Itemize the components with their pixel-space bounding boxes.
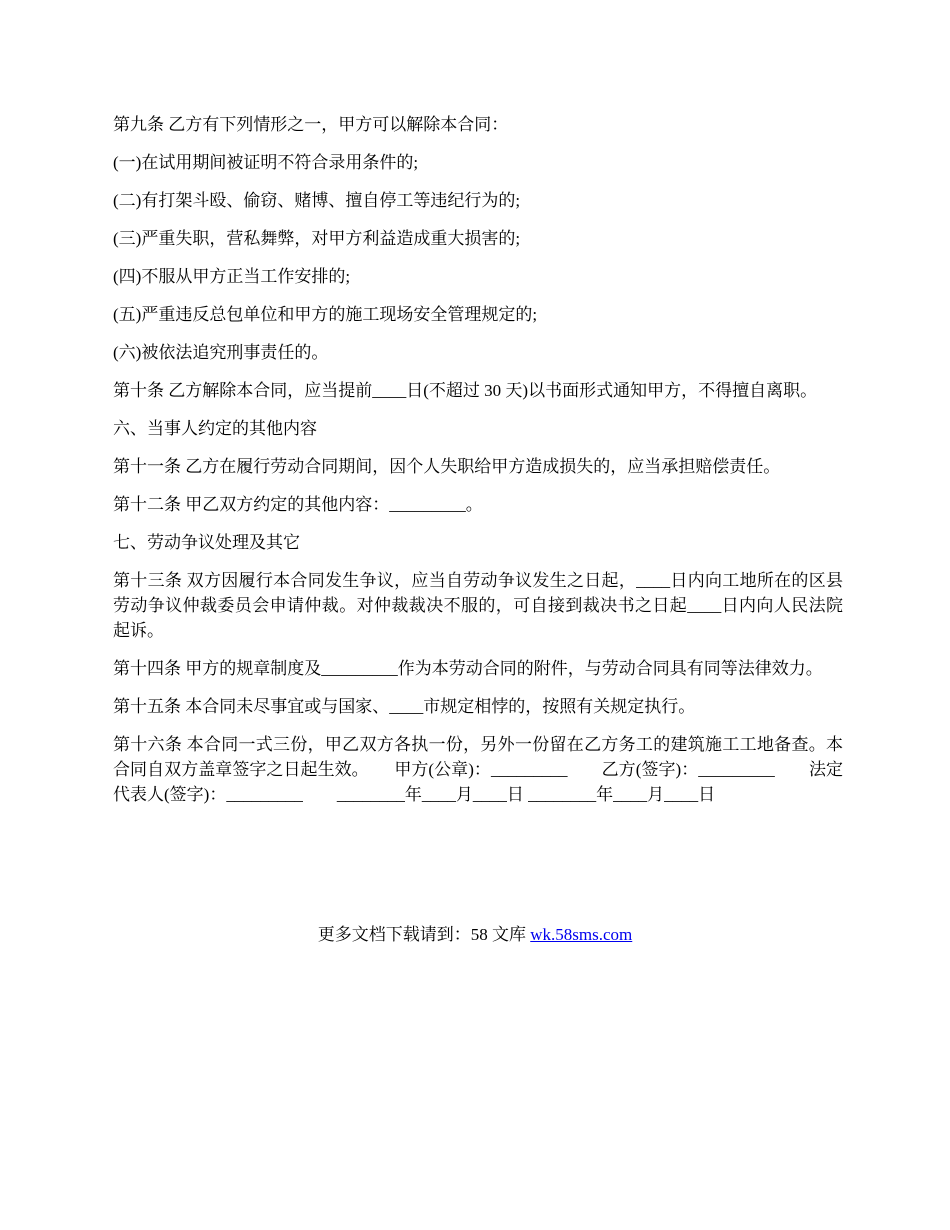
clause-9-item-2: (二)有打架斗殴、偷窃、赌博、擅自停工等违纪行为的; [113, 191, 521, 210]
clause-9-item-5: (五)严重违反总包单位和甲方的施工现场安全管理规定的; [113, 305, 538, 324]
clause-9-item-3: (三)严重失职，营私舞弊，对甲方利益造成重大损害的; [113, 229, 521, 248]
clause-9-item-4: (四)不服从甲方正当工作安排的; [113, 267, 351, 286]
footer-link[interactable]: wk.58sms.com [530, 925, 633, 944]
clause-12: 第十二条 甲乙双方约定的其他内容：_________。 [113, 495, 483, 514]
clause-13: 第十三条 双方因履行本合同发生争议，应当自劳动争议发生之日起，____日内向工地所在的区县劳动争议仲裁委员会申请仲裁。对仲裁裁决不服的，可自接到裁决书之日起____日内向人民法院起诉。 [113, 571, 843, 640]
clause-9-item-6: (六)被依法追究刑事责任的。 [113, 343, 329, 362]
clause-9-item-1: (一)在试用期间被证明不符合录用条件的; [113, 153, 419, 172]
footer-text: 更多文档下载请到：58 文库 [317, 925, 531, 944]
document-body [113, 112, 843, 820]
footer [0, 922, 950, 947]
clause-10: 第十条 乙方解除本合同，应当提前____日(不超过 30 天)以书面形式通知甲方，不得擅自离职。 [113, 381, 818, 400]
section-7-heading: 七、劳动争议处理及其它 [113, 533, 300, 552]
clause-9: 第九条 乙方有下列情形之一，甲方可以解除本合同： [113, 115, 509, 134]
clause-11: 第十一条 乙方在履行劳动合同期间，因个人失职给甲方造成损失的，应当承担赔偿责任。 [113, 457, 781, 476]
clause-16-signatures: 第十六条 本合同一式三份，甲乙双方各执一份，另外一份留在乙方务工的建筑施工工地备查。本合同自双方盖章签字之日起生效。 甲方(公章)：_________ 乙方(签字)：_________ 法定代表人(签字)：_________ ________年____月____日 ________年____月____日 [113, 735, 843, 804]
clause-15: 第十五条 本合同未尽事宜或与国家、____市规定相悖的，按照有关规定执行。 [113, 697, 696, 716]
section-6-heading: 六、当事人约定的其他内容 [113, 419, 317, 438]
clause-14: 第十四条 甲方的规章制度及_________作为本劳动合同的附件，与劳动合同具有同等法律效力。 [113, 659, 823, 678]
